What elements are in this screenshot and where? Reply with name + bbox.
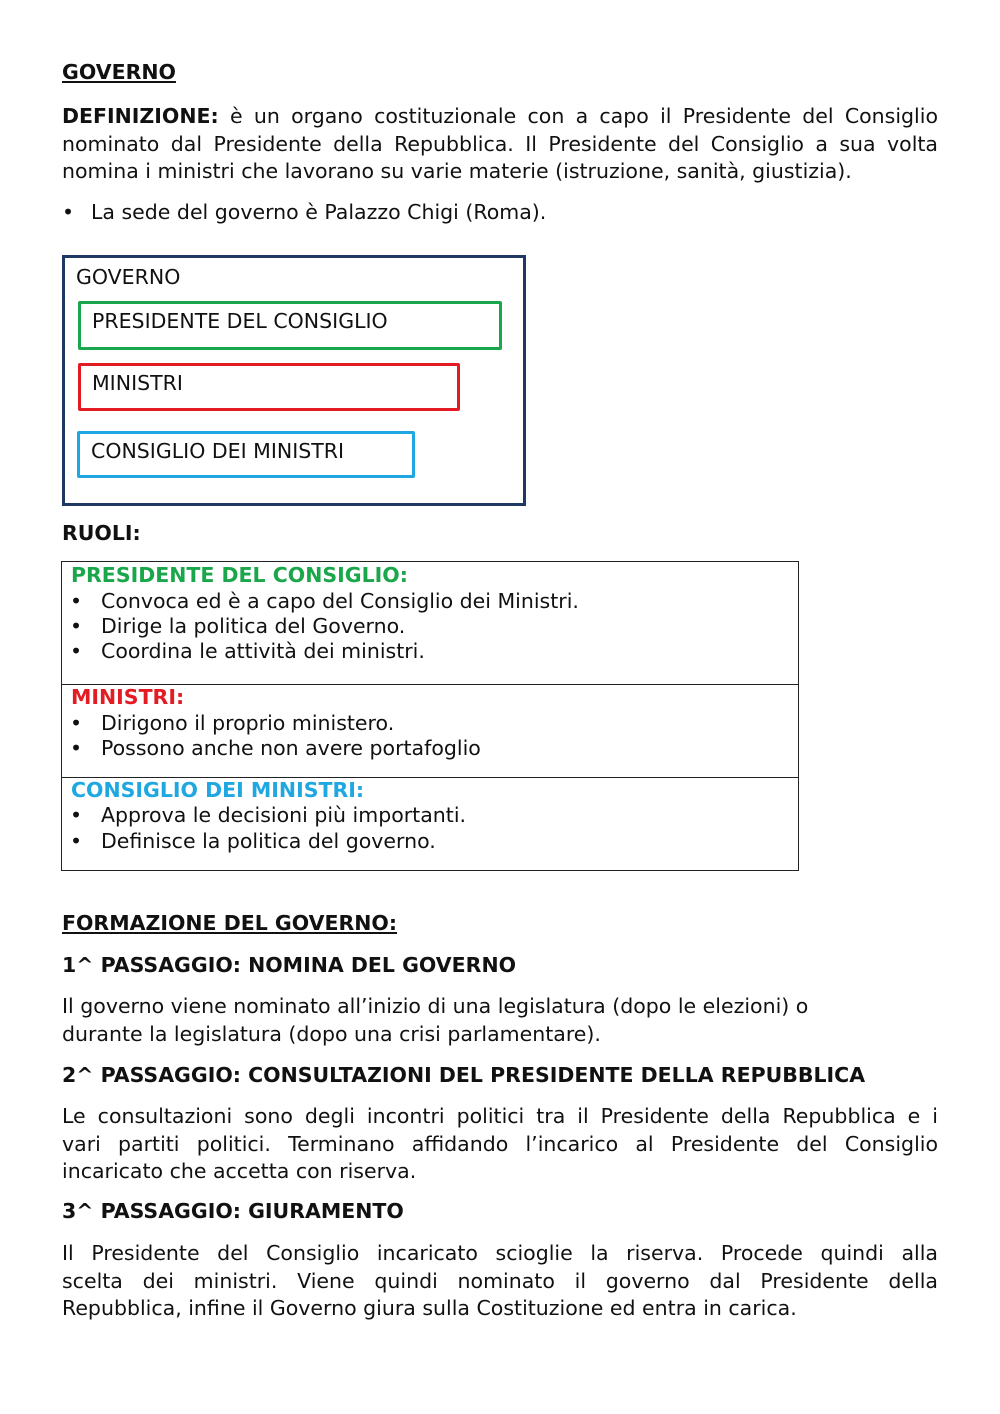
role-section-ministri [62,684,798,777]
step-1-line: Il governo viene nominato all’inizio di una legislatura (dopo le elezioni) o [62,994,809,1018]
definition-paragraph [62,103,938,186]
step-3-paragraph [62,1240,938,1323]
diagram-outer-label: GOVERNO [76,265,181,289]
role-item-text: Definisce la politica del governo. [101,829,436,853]
bullet-icon: • [70,639,83,663]
bullet-icon: • [62,200,75,224]
diagram-box-label: MINISTRI [92,371,183,395]
role-title: MINISTRI: [71,685,185,709]
government-diagram [62,255,526,506]
step-1-heading: 1^ PASSAGGIO: NOMINA DEL GOVERNO [62,953,517,977]
seat-bullet-text: La sede del governo è Palazzo Chigi (Roma). [91,200,547,224]
step-2-line: vari partiti politici. Terminano affidando l’incarico al Presidente del Consiglio [62,1131,938,1156]
roles-table [61,561,799,871]
formation-title: FORMAZIONE DEL GOVERNO: [62,911,398,935]
page-title: GOVERNO [62,60,176,84]
bullet-icon: • [70,589,83,613]
role-title: PRESIDENTE DEL CONSIGLIO: [71,563,408,587]
bullet-icon: • [70,736,83,760]
step-3-line: scelta dei ministri. Viene quindi nominato il governo dal Presidente della [62,1268,938,1293]
role-item-text: Approva le decisioni più importanti. [101,803,467,827]
diagram-box-label: CONSIGLIO DEI MINISTRI [91,439,345,463]
role-item-text: Convoca ed è a capo del Consiglio dei Ministri. [101,589,579,613]
bullet-icon: • [70,614,83,638]
step-2-heading: 2^ PASSAGGIO: CONSULTAZIONI DEL PRESIDENTE DELLA REPUBBLICA [62,1063,866,1087]
role-item-text: Coordina le attività dei ministri. [101,639,425,663]
diagram-box-presidente [78,301,502,350]
step-2-line: incaricato che accetta con riserva. [62,1159,417,1183]
role-item-text: Possono anche non avere portafoglio [101,736,481,760]
bullet-icon: • [70,829,83,853]
step-1-line: durante la legislatura (dopo una crisi parlamentare). [62,1021,601,1046]
diagram-box-label: PRESIDENTE DEL CONSIGLIO [92,309,388,333]
definition-line-3: nomina i ministri che lavorano su varie materie (istruzione, sanità, giustizia). [62,159,852,183]
step-3-line: Repubblica, infine il Governo giura sulla Costituzione ed entra in carica. [62,1296,797,1320]
diagram-box-consiglio [77,431,415,478]
definition-line-1 [62,103,938,131]
role-section-presidente [62,562,798,684]
role-section-consiglio [62,777,798,871]
step-2-paragraph [62,1103,938,1186]
definition-text-1: è un organo costituzionale con a capo il Presidente del Consiglio [218,104,938,128]
step-1-paragraph [62,993,938,1048]
roles-heading: RUOLI: [62,521,141,545]
step-3-line: Il Presidente del Consiglio incaricato scioglie la riserva. Procede quindi alla [62,1241,938,1265]
role-item-text: Dirige la politica del Governo. [101,614,406,638]
step-2-line: Le consultazioni sono degli incontri politici tra il Presidente della Repubblica e i [62,1104,938,1128]
diagram-box-ministri [78,363,460,411]
step-3-heading: 3^ PASSAGGIO: GIURAMENTO [62,1199,404,1223]
seat-bullet-item [62,200,938,228]
role-item-text: Dirigono il proprio ministero. [101,711,395,735]
definition-label: DEFINIZIONE: [62,104,219,128]
definition-line-2: nominato dal Presidente della Repubblica. Il Presidente del Consiglio a sua volta [62,131,938,156]
bullet-icon: • [70,711,83,735]
role-title: CONSIGLIO DEI MINISTRI: [71,778,365,802]
bullet-icon: • [70,803,83,827]
